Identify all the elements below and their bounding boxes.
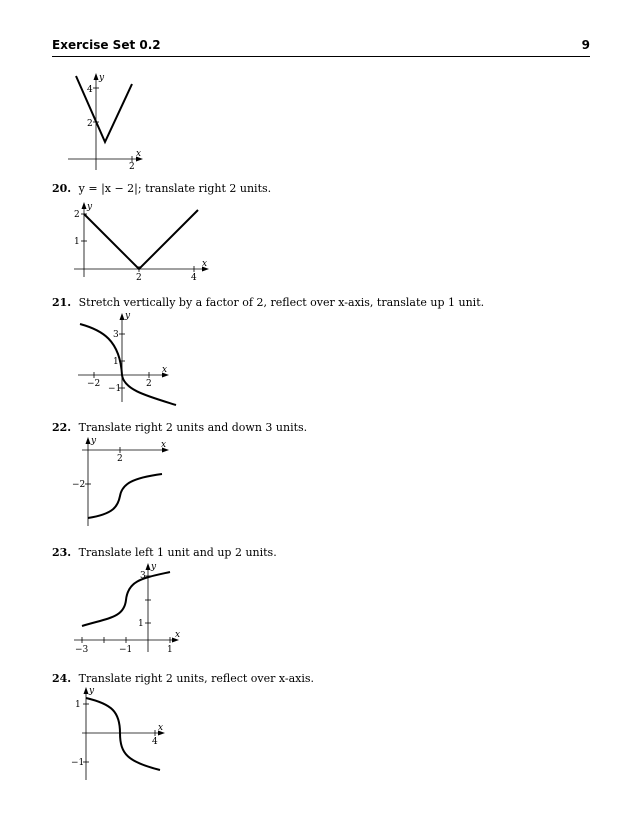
x-axis-label: x [158, 723, 164, 733]
problem-text: Translate right 2 units and down 3 units. [78, 421, 308, 434]
y-tick-label: −2 [72, 480, 86, 490]
y-tick-label: 4 [87, 85, 93, 95]
y-tick-label: 1 [75, 700, 81, 710]
graph-23 [68, 560, 188, 660]
x-axis-label: x [162, 365, 168, 375]
problem-20 [52, 182, 271, 195]
y-axis-label: y [89, 686, 95, 696]
y-tick-label: 1 [113, 357, 119, 367]
cube-root-curve [86, 698, 160, 770]
problem-23 [52, 546, 277, 559]
problem-number: 22. [52, 421, 72, 434]
y-tick-label: −1 [108, 384, 122, 394]
y-axis-label: y [87, 202, 93, 212]
x-axis-label: x [175, 630, 181, 640]
y-axis-label: y [125, 311, 131, 321]
x-tick-label: 2 [136, 273, 142, 283]
graph-21 [72, 310, 182, 410]
x-axis-label: x [202, 259, 208, 269]
graph-24 [62, 684, 172, 784]
x-tick-label: 4 [152, 737, 158, 747]
y-tick-label: 3 [140, 571, 146, 581]
x-axis-label: x [136, 149, 142, 159]
problem-text: Translate right 2 units, reflect over x-axis. [78, 672, 315, 685]
graph-20 [68, 200, 218, 285]
problem-21 [52, 296, 484, 309]
graph-22 [62, 434, 182, 529]
x-tick-label: 4 [191, 273, 197, 283]
graph-19 [60, 70, 160, 175]
v-curve [84, 210, 198, 269]
page-header [52, 38, 590, 57]
problem-22 [52, 421, 307, 434]
x-tick-label: −2 [87, 379, 101, 389]
y-tick-label: 3 [113, 330, 119, 340]
problem-text: Translate left 1 unit and up 2 units. [78, 546, 277, 559]
y-axis-label: y [91, 436, 97, 446]
section-title: Exercise Set 0.2 [52, 38, 161, 52]
y-tick-label: −1 [71, 758, 85, 768]
x-tick-label: 2 [129, 162, 135, 172]
y-tick-label: 2 [74, 210, 80, 220]
y-tick-label: 2 [87, 119, 93, 129]
problem-number: 23. [52, 546, 72, 559]
problem-text: y = |x − 2|; translate right 2 units. [78, 182, 272, 195]
x-tick-label: 2 [117, 454, 123, 464]
cube-root-curve [88, 474, 162, 518]
cube-root-curve [82, 572, 170, 626]
x-axis-label: x [161, 440, 167, 450]
y-tick-label: 1 [138, 619, 144, 629]
problem-text: Stretch vertically by a factor of 2, reflect over x-axis, translate up 1 unit. [78, 296, 485, 309]
y-axis-label: y [151, 562, 157, 572]
v-curve [76, 76, 132, 142]
x-tick-label: −1 [119, 645, 133, 655]
x-tick-label: −3 [75, 645, 89, 655]
x-tick-label: 1 [167, 645, 173, 655]
y-tick-label: 1 [74, 237, 80, 247]
page-number: 9 [581, 38, 590, 52]
problem-number: 20. [52, 182, 72, 195]
y-axis-label: y [99, 73, 105, 83]
problem-number: 21. [52, 296, 72, 309]
x-tick-label: 2 [146, 379, 152, 389]
problem-number: 24. [52, 672, 72, 685]
